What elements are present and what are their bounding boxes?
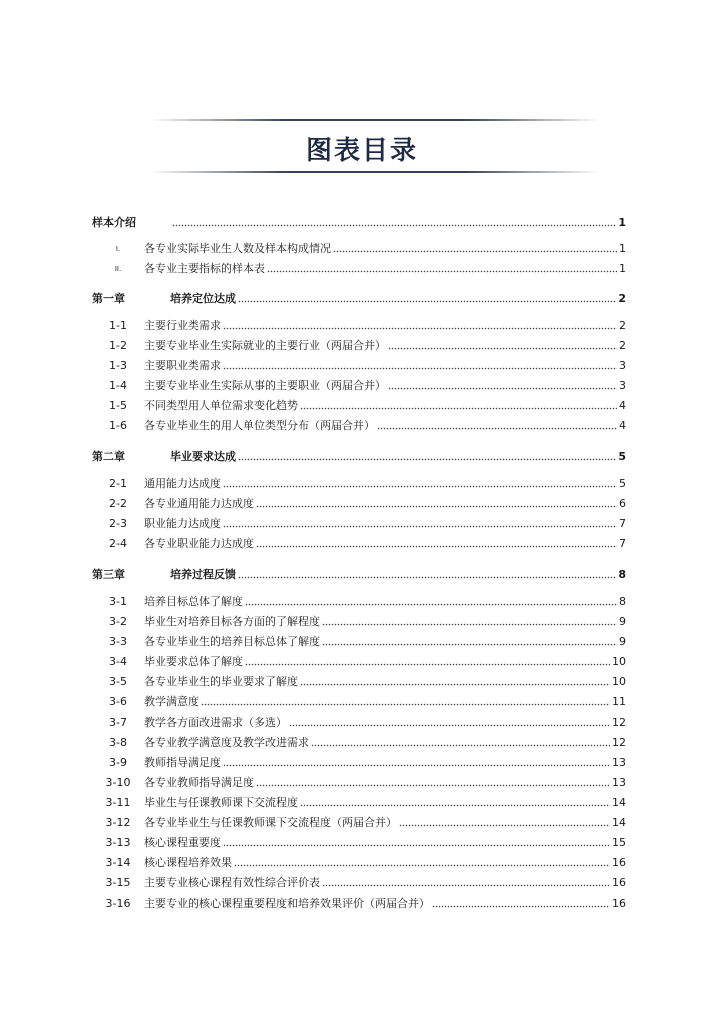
toc-entry-label: 不同类型用人单位需求变化趋势 (144, 399, 298, 412)
dot-leader (223, 367, 617, 370)
toc-entry-label: 主要专业毕业生实际从事的主要职业（两届合并） (144, 379, 386, 392)
toc-page-number: 1 (619, 242, 626, 255)
toc-page-number: 10 (612, 655, 626, 668)
toc-page-number: 6 (619, 497, 626, 510)
toc-entry[interactable] (92, 691, 626, 709)
toc-entry[interactable] (92, 712, 626, 730)
toc-entry-number: II. (114, 265, 122, 273)
toc-entry-label: 职业能力达成度 (144, 517, 221, 530)
dot-leader (432, 905, 610, 908)
toc-page-number: 4 (619, 419, 626, 432)
toc-entry[interactable] (92, 258, 626, 276)
toc-entry-number: 第二章 (92, 450, 125, 463)
toc-page-number: 16 (612, 876, 626, 889)
toc-chapter-entry[interactable] (92, 446, 626, 464)
title-bottom-rule (150, 171, 600, 173)
dot-leader (289, 724, 610, 727)
toc-page-number: 13 (612, 756, 626, 769)
toc-entry-number: 3-1 (109, 595, 127, 608)
toc-entry[interactable] (92, 852, 626, 870)
toc-entry-label: 各专业毕业生的培养目标总体了解度 (144, 635, 320, 648)
toc-entry[interactable] (92, 832, 626, 850)
toc-entry-number: 2-3 (109, 517, 127, 530)
toc-entry[interactable] (92, 893, 626, 911)
toc-entry-number: 3-2 (109, 615, 127, 628)
toc-chapter-entry[interactable] (92, 564, 626, 582)
toc-entry-label: 各专业职业能力达成度 (144, 537, 254, 550)
dot-leader (322, 884, 610, 887)
toc-entry[interactable] (92, 752, 626, 770)
toc-page-number: 7 (619, 537, 626, 550)
toc-entry-label: 主要专业的核心课程重要程度和培养效果评价（两届合并） (144, 897, 430, 910)
toc-entry-number: 3-16 (105, 897, 131, 910)
toc-entry-number: I. (115, 245, 121, 253)
dot-leader (172, 224, 616, 227)
toc-entry-label: 各专业教学满意度及教学改进需求 (144, 736, 309, 749)
dot-leader (322, 623, 617, 626)
toc-page-number: 13 (612, 776, 626, 789)
dot-leader (234, 864, 610, 867)
toc-page-number: 1 (618, 216, 626, 229)
toc-page-number: 16 (612, 856, 626, 869)
toc-page-number: 16 (612, 897, 626, 910)
toc-entry[interactable] (92, 591, 626, 609)
toc-entry-label: 主要专业毕业生实际就业的主要行业（两届合并） (144, 339, 386, 352)
toc-entry-label: 各专业主要指标的样本表 (144, 262, 265, 275)
toc-entry-number: 第三章 (92, 568, 125, 581)
toc-entry[interactable] (92, 651, 626, 669)
toc-entry[interactable] (92, 732, 626, 750)
dot-leader (245, 603, 617, 606)
toc-entry[interactable] (92, 395, 626, 413)
toc-entry-label: 核心课程重要度 (144, 836, 221, 849)
toc-page-number: 11 (612, 695, 626, 708)
toc-page-number: 2 (619, 339, 626, 352)
toc-page-number: 12 (612, 716, 626, 729)
toc-entry-label: 各专业毕业生的毕业要求了解度 (144, 675, 298, 688)
dot-leader (300, 804, 610, 807)
dot-leader (377, 427, 617, 430)
toc-entry-label: 毕业要求总体了解度 (144, 655, 243, 668)
dot-leader (223, 764, 610, 767)
toc-page-number: 15 (612, 836, 626, 849)
toc-entry[interactable] (92, 335, 626, 353)
toc-entry-label: 教学满意度 (144, 695, 199, 708)
toc-page-number: 12 (612, 736, 626, 749)
toc-entry[interactable] (92, 772, 626, 790)
toc-entry-number: 3-11 (105, 796, 131, 809)
toc-page-number: 5 (618, 450, 626, 463)
toc-entry-number: 3-13 (105, 836, 131, 849)
toc-page-number: 8 (619, 595, 626, 608)
dot-leader (223, 327, 617, 330)
dot-leader (223, 525, 617, 528)
dot-leader (399, 824, 610, 827)
toc-entry[interactable] (92, 415, 626, 433)
toc-entry-label: 培养目标总体了解度 (144, 595, 243, 608)
dot-leader (238, 300, 616, 303)
toc-entry-number: 3-10 (105, 776, 131, 789)
toc-entry-number: 1-6 (109, 419, 127, 432)
toc-page-number: 10 (612, 675, 626, 688)
dot-leader (300, 407, 617, 410)
dot-leader (333, 250, 617, 253)
toc-entry[interactable] (92, 611, 626, 629)
toc-entry-number: 2-4 (109, 537, 127, 550)
toc-entry[interactable] (92, 355, 626, 373)
toc-entry-number: 3-5 (109, 675, 127, 688)
title-top-rule (150, 119, 600, 121)
dot-leader (300, 683, 610, 686)
toc-entry[interactable] (92, 473, 626, 491)
toc-page-number: 14 (612, 816, 626, 829)
dot-leader (388, 387, 617, 390)
dot-leader (388, 347, 617, 350)
toc-entry-number: 2-2 (109, 497, 127, 510)
toc-entry-number: 3-8 (109, 736, 127, 749)
toc-page-number: 4 (619, 399, 626, 412)
dot-leader (245, 663, 610, 666)
toc-page-number: 9 (619, 635, 626, 648)
toc-entry-number: 3-14 (105, 856, 131, 869)
toc-page-number: 1 (619, 262, 626, 275)
dot-leader (238, 458, 616, 461)
toc-entry-number: 3-3 (109, 635, 127, 648)
toc-entry-label: 各专业教师指导满足度 (144, 776, 254, 789)
toc-entry-label: 毕业要求达成 (170, 450, 236, 463)
dot-leader (322, 643, 617, 646)
toc-entry-number: 3-12 (105, 816, 131, 829)
toc-entry-label: 各专业实际毕业生人数及样本构成情况 (144, 242, 331, 255)
toc-entry-number: 样本介绍 (92, 216, 136, 229)
toc-entry-number: 3-6 (109, 695, 127, 708)
toc-entry[interactable] (92, 513, 626, 531)
toc-entry-number: 1-2 (109, 339, 127, 352)
toc-entry-label: 主要专业核心课程有效性综合评价表 (144, 876, 320, 889)
toc-entry-number: 1-4 (109, 379, 127, 392)
toc-entry-label: 各专业毕业生与任课教师课下交流程度（两届合并） (144, 816, 397, 829)
toc-entry-label: 毕业生对培养目标各方面的了解程度 (144, 615, 320, 628)
toc-entry[interactable] (92, 671, 626, 689)
toc-page-number: 5 (619, 477, 626, 490)
dot-leader (223, 485, 617, 488)
toc-entry[interactable] (92, 872, 626, 890)
toc-entry-label: 主要行业类需求 (144, 319, 221, 332)
dot-leader (238, 576, 616, 579)
toc-entry-label: 核心课程培养效果 (144, 856, 232, 869)
toc-entry-label: 毕业生与任课教师课下交流程度 (144, 796, 298, 809)
toc-entry-label: 通用能力达成度 (144, 477, 221, 490)
toc-entry-label: 培养定位达成 (170, 292, 236, 305)
toc-entry-number: 3-7 (109, 716, 127, 729)
toc-page-number: 3 (619, 359, 626, 372)
toc-chapter-entry[interactable] (92, 288, 626, 306)
toc-entry-number: 3-4 (109, 655, 127, 668)
toc-page-number: 7 (619, 517, 626, 530)
toc-entry-label: 各专业毕业生的用人单位类型分布（两届合并） (144, 419, 375, 432)
toc-entry-label: 教师指导满足度 (144, 756, 221, 769)
toc-entry-number: 3-9 (109, 756, 127, 769)
toc-entry-label: 教学各方面改进需求（多选） (144, 716, 287, 729)
toc-page-number: 14 (612, 796, 626, 809)
toc-entry-label: 培养过程反馈 (170, 568, 236, 581)
toc-entry[interactable] (92, 533, 626, 551)
toc-entry-number: 第一章 (92, 292, 125, 305)
toc-entry[interactable] (92, 375, 626, 393)
dot-leader (267, 270, 617, 273)
dot-leader (256, 505, 617, 508)
toc-entry[interactable] (92, 238, 626, 256)
dot-leader (223, 844, 610, 847)
toc-entry-number: 1-1 (109, 319, 127, 332)
toc-chapter-entry[interactable] (92, 212, 626, 230)
dot-leader (256, 545, 617, 548)
toc-entry[interactable] (92, 631, 626, 649)
toc-entry[interactable] (92, 792, 626, 810)
dot-leader (201, 703, 610, 706)
toc-page-number: 3 (619, 379, 626, 392)
toc-page-number: 9 (619, 615, 626, 628)
toc-page-number: 2 (619, 319, 626, 332)
toc-page-number: 8 (618, 568, 626, 581)
page-title: 图表目录 (305, 136, 418, 166)
toc-entry-label: 各专业通用能力达成度 (144, 497, 254, 510)
toc-entry-number: 1-3 (109, 359, 127, 372)
toc-page-number: 2 (618, 292, 626, 305)
toc-entry[interactable] (92, 812, 626, 830)
dot-leader (256, 784, 610, 787)
toc-entry-number: 1-5 (109, 399, 127, 412)
dot-leader (311, 744, 610, 747)
toc-entry-label: 主要职业类需求 (144, 359, 221, 372)
toc-entry[interactable] (92, 315, 626, 333)
toc-entry-number: 3-15 (105, 876, 131, 889)
toc-entry[interactable] (92, 493, 626, 511)
toc-entry-number: 2-1 (109, 477, 127, 490)
